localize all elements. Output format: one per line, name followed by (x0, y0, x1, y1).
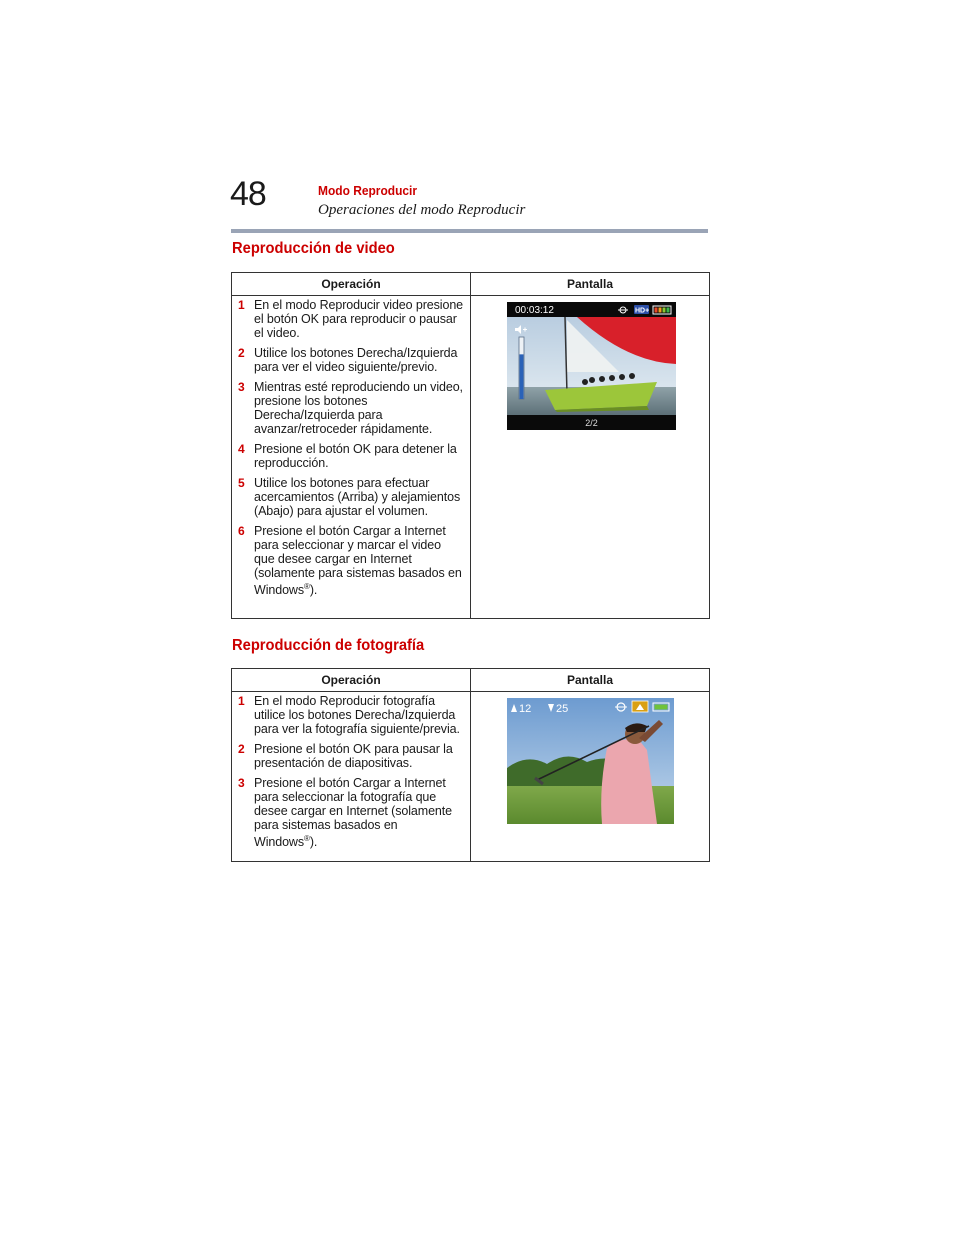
photo-steps-cell (232, 692, 471, 862)
step-item: 6 Presione el botón Cargar a Internet para seleccionar y marcar el video que desee cargar en Internet (solamente para sistemas basados en Windows®). (238, 524, 462, 598)
step-item: 2 Utilice los botones Derecha/Izquierda para ver el video siguiente/previo. (238, 346, 458, 374)
step-item: 2 Presione el botón OK para pausar la presentación de diapositivas. (238, 742, 453, 770)
video-table (231, 272, 710, 619)
registered-mark: ® (304, 834, 310, 843)
col-screen: Pantalla (471, 273, 710, 296)
photo-screen-cell (471, 692, 710, 862)
step-item: 4 Presione el botón OK para detener la reproducción. (238, 442, 457, 470)
step-item: 5 Utilice los botones para efectuar acercamientos (Arriba) y alejamientos (Abajo) para ajustar el volumen. (238, 476, 461, 518)
scene-icon (632, 701, 648, 712)
header-rule (231, 229, 708, 233)
video-section-title: Reproducción de video (232, 240, 395, 257)
page-number: 48 (230, 175, 266, 213)
step-item: 1 En el modo Reproducir fotografía utilice los botones Derecha/Izquierda para ver la fotografía siguiente/previa. (238, 694, 460, 736)
chapter-title: Modo Reproducir (318, 183, 418, 198)
subchapter-title: Operaciones del modo Reproducir (318, 202, 526, 218)
registered-mark: ® (304, 582, 310, 591)
up-count: 12 (519, 703, 532, 715)
down-count: 25 (556, 703, 569, 715)
svg-text:HD+: HD+ (635, 307, 650, 315)
step-item: 3 Mientras esté reproduciendo un video, presione los botones Derecha/Izquierda para avanzar/retroceder rápidamente. (238, 380, 463, 436)
time-label: 00:03:12 (515, 305, 554, 316)
col-screen: Pantalla (471, 669, 710, 692)
photo-table (231, 668, 710, 862)
video-screen (507, 302, 676, 430)
sailboat-image (507, 302, 676, 430)
counter-label: 2/2 (585, 418, 598, 428)
photo-screen (507, 698, 674, 824)
step-item: 1 En el modo Reproducir video presione el botón OK para reproducir o pausar el video. (238, 298, 464, 340)
col-operation: Operación (232, 273, 471, 296)
golfer-image (507, 698, 674, 824)
video-steps-cell (232, 296, 471, 619)
volume-fill (520, 354, 524, 399)
step-item: 3 Presione el botón Cargar a Internet para seleccionar la fotografía que desee cargar en Internet (solamente para sistemas basados en Windows®). (238, 776, 453, 850)
col-operation: Operación (232, 669, 471, 692)
photo-section-title: Reproducción de fotografía (232, 637, 425, 654)
video-screen-cell (471, 296, 710, 619)
